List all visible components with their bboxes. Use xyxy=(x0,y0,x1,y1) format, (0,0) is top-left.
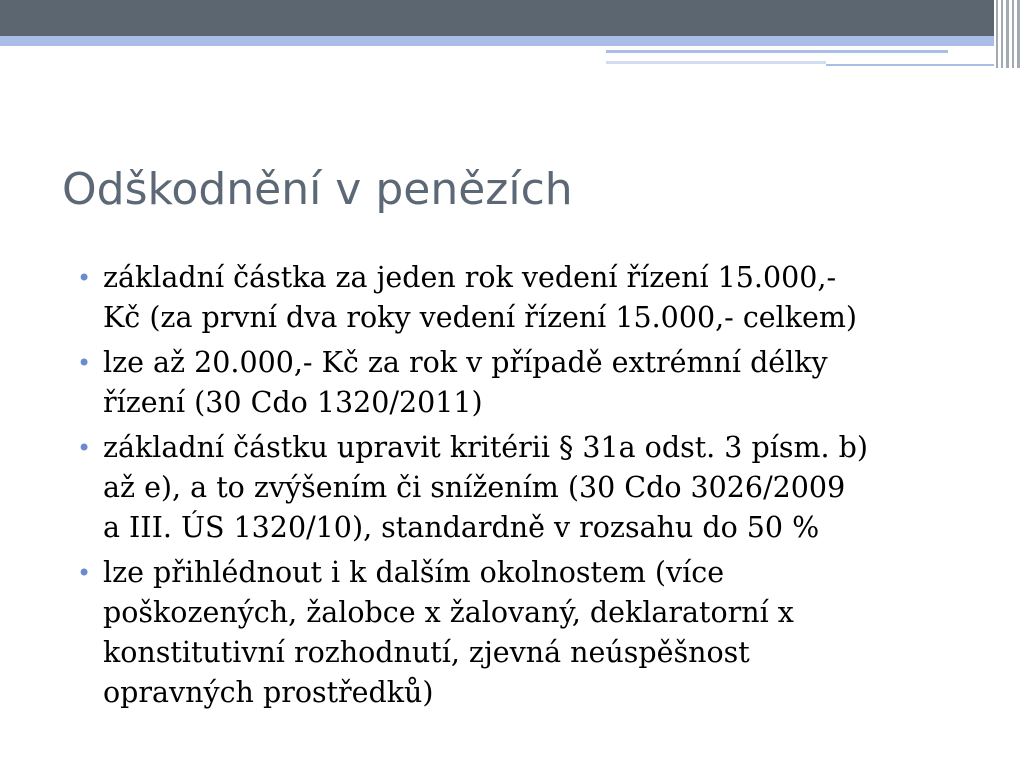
vertical-bar xyxy=(996,0,998,68)
header-accent-line xyxy=(606,50,948,53)
bullet-list xyxy=(75,258,975,718)
bullet-text-line: lze až 20.000,- Kč za rok v případě extrémní délky xyxy=(103,346,828,379)
bullet-text-line: až e), a to zvýšením či snížením (30 Cdo 3026/2009 xyxy=(103,471,846,504)
bullet-text-line: Kč (za první dva roky vedení řízení 15.000,- celkem) xyxy=(103,301,858,334)
bullet-dot-icon: • xyxy=(77,349,92,377)
bullet-text-line: opravných prostředků) xyxy=(103,676,434,709)
bullet-dot-icon: • xyxy=(77,559,92,587)
slide-title: Odškodnění v penězích xyxy=(62,164,573,215)
bullet-item xyxy=(75,428,975,548)
bullet-item xyxy=(75,258,975,338)
bullet-item xyxy=(75,343,975,423)
bullet-text-line: základní částka za jeden rok vedení řízení 15.000,- xyxy=(103,261,837,294)
vertical-bar xyxy=(1006,0,1009,68)
header-accent-stripe xyxy=(0,36,1024,46)
bullet-item xyxy=(75,553,975,713)
header-vertical-bars xyxy=(994,0,1024,68)
header-band xyxy=(0,0,1024,36)
bullet-text-line: řízení (30 Cdo 1320/2011) xyxy=(103,386,483,419)
vertical-bar xyxy=(1012,0,1014,68)
bullet-text-line: lze přihlédnout i k dalším okolnostem (více xyxy=(103,556,725,589)
bullet-text-line: a III. ÚS 1320/10), standardně v rozsahu do 50 % xyxy=(103,511,820,544)
header-accent-line xyxy=(826,64,994,66)
vertical-bar xyxy=(1001,0,1003,68)
bullet-dot-icon: • xyxy=(77,264,92,292)
header-accent-line xyxy=(606,61,826,64)
vertical-bar xyxy=(1017,0,1020,68)
bullet-dot-icon: • xyxy=(77,434,92,462)
bullet-text-line: základní částku upravit kritérii § 31a odst. 3 písm. b) xyxy=(103,431,868,464)
bullet-text-line: poškozených, žalobce x žalovaný, deklaratorní x xyxy=(103,596,794,629)
bullet-text-line: konstitutivní rozhodnutí, zjevná neúspěšnost xyxy=(103,636,750,669)
